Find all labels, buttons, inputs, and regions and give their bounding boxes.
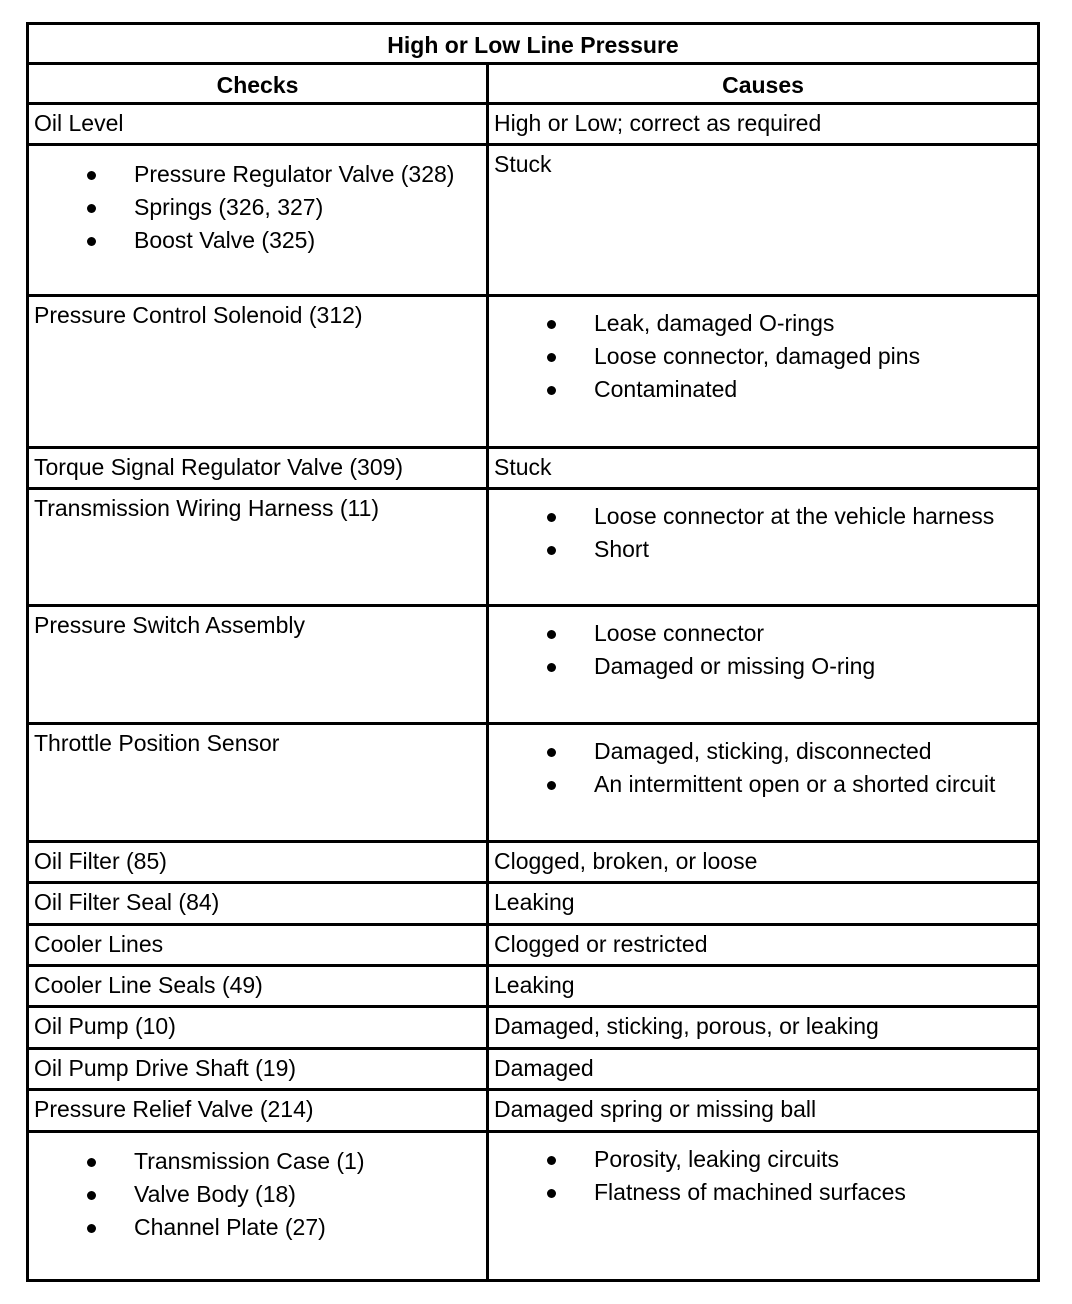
cause-list <box>594 1145 906 1211</box>
cause-list-item: Short <box>594 535 994 568</box>
cause-list-item: An intermittent open or a shorted circuit <box>594 770 995 803</box>
check-list-item: Valve Body (18) <box>134 1180 364 1213</box>
cause-cell <box>489 490 1037 604</box>
cause-cell <box>489 1133 1037 1279</box>
cause-cell: Clogged or restricted <box>494 931 708 957</box>
table-header-row <box>29 65 1037 105</box>
cause-list-item: Damaged, sticking, disconnected <box>594 737 995 770</box>
table-row <box>29 1050 1037 1091</box>
cause-cell: Stuck <box>494 454 552 480</box>
cause-list-item: Porosity, leaking circuits <box>594 1145 906 1178</box>
check-list-item: Channel Plate (27) <box>134 1213 364 1246</box>
cause-list <box>594 737 995 803</box>
table-row <box>29 1091 1037 1133</box>
cause-list-item: Loose connector at the vehicle harness <box>594 502 994 535</box>
cause-list-item: Leak, damaged O-rings <box>594 309 920 342</box>
table-row <box>29 1133 1037 1279</box>
line-pressure-table <box>26 22 1040 1282</box>
cause-cell: Damaged spring or missing ball <box>494 1096 817 1122</box>
check-cell: Pressure Relief Valve (214) <box>29 1091 489 1130</box>
check-cell: Oil Pump (10) <box>29 1008 489 1047</box>
check-cell <box>29 1133 489 1279</box>
check-list <box>134 1147 364 1246</box>
cause-list <box>594 619 875 685</box>
cause-list-item: Contaminated <box>594 375 920 408</box>
cause-cell: Damaged <box>494 1055 594 1081</box>
check-cell: Cooler Line Seals (49) <box>29 967 489 1005</box>
cause-list-item: Loose connector, damaged pins <box>594 342 920 375</box>
cause-cell <box>489 725 1037 840</box>
check-cell: Torque Signal Regulator Valve (309) <box>29 449 489 487</box>
cause-cell <box>489 607 1037 722</box>
table-row <box>29 297 1037 449</box>
table-title: High or Low Line Pressure <box>387 32 679 58</box>
check-cell: Oil Filter Seal (84) <box>29 884 489 923</box>
check-cell: Pressure Control Solenoid (312) <box>29 297 489 446</box>
table-row <box>29 884 1037 926</box>
header-checks: Checks <box>29 65 489 102</box>
table-row <box>29 146 1037 297</box>
cause-cell: Leaking <box>494 972 575 998</box>
cause-cell: Damaged, sticking, porous, or leaking <box>494 1013 879 1039</box>
cause-list <box>594 502 994 568</box>
check-cell <box>29 146 489 294</box>
check-cell: Transmission Wiring Harness (11) <box>29 490 489 604</box>
check-cell: Cooler Lines <box>29 926 489 964</box>
check-cell: Oil Level <box>29 105 489 143</box>
check-cell: Oil Filter (85) <box>29 843 489 881</box>
check-cell: Throttle Position Sensor <box>29 725 489 840</box>
cause-cell: Stuck <box>494 151 552 177</box>
check-list-item: Springs (326, 327) <box>134 193 454 226</box>
check-cell: Pressure Switch Assembly <box>29 607 489 722</box>
table-row <box>29 449 1037 490</box>
cause-cell: Clogged, broken, or loose <box>494 848 758 874</box>
table-row <box>29 1008 1037 1050</box>
check-cell: Oil Pump Drive Shaft (19) <box>29 1050 489 1088</box>
cause-cell: High or Low; correct as required <box>494 110 822 136</box>
table-row <box>29 105 1037 146</box>
header-causes: Causes <box>722 72 804 98</box>
cause-list-item: Loose connector <box>594 619 875 652</box>
table-row <box>29 843 1037 884</box>
cause-list-item: Flatness of machined surfaces <box>594 1178 906 1211</box>
check-list-item: Pressure Regulator Valve (328) <box>134 160 454 193</box>
cause-cell: Leaking <box>494 889 575 915</box>
table-row <box>29 607 1037 725</box>
cause-list-item: Damaged or missing O-ring <box>594 652 875 685</box>
table-row <box>29 926 1037 967</box>
table-title-row <box>29 25 1037 65</box>
cause-cell <box>489 297 1037 446</box>
check-list <box>134 160 454 259</box>
table-row <box>29 725 1037 843</box>
check-list-item: Boost Valve (325) <box>134 226 454 259</box>
cause-list <box>594 309 920 408</box>
table-row <box>29 967 1037 1008</box>
check-list-item: Transmission Case (1) <box>134 1147 364 1180</box>
table-row <box>29 490 1037 607</box>
